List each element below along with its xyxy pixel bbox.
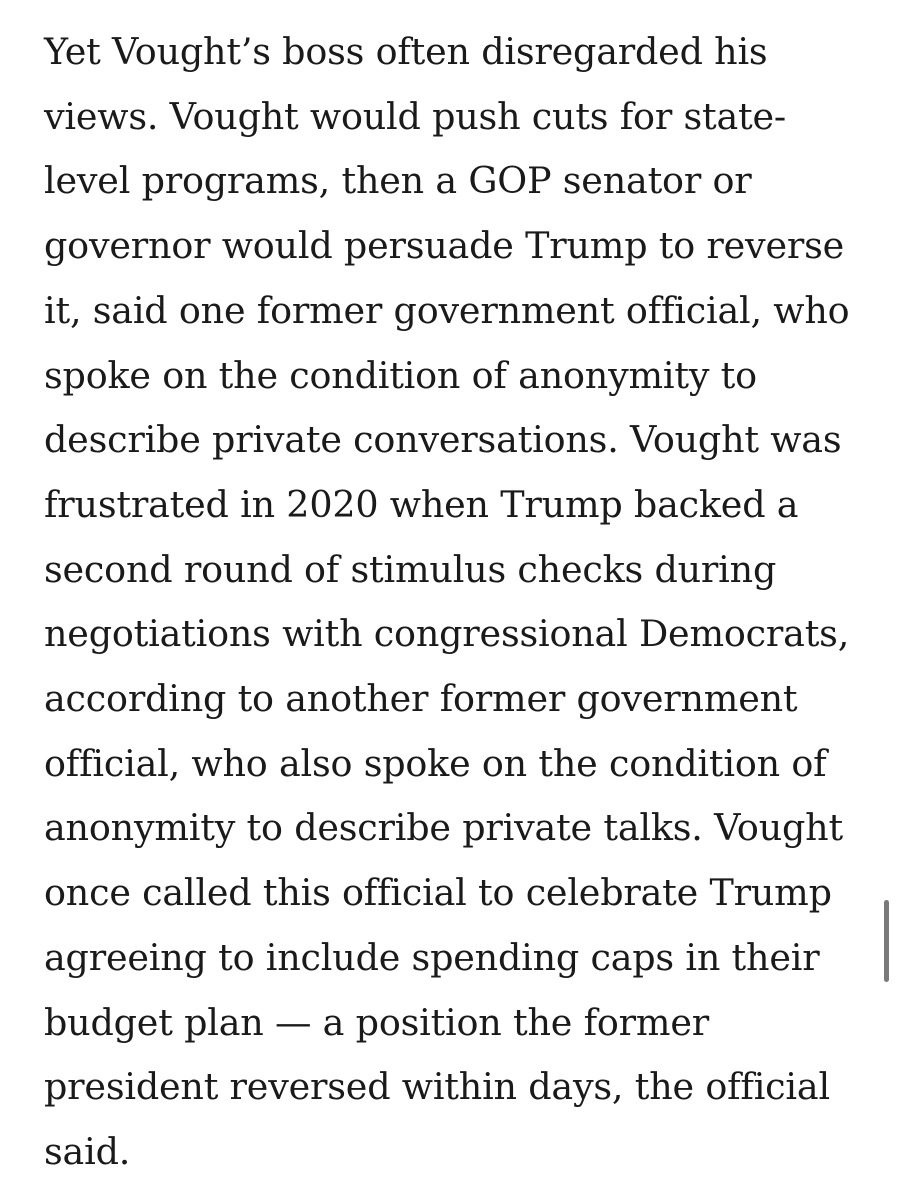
paragraph-line: negotiations with congressional Democrats, xyxy=(44,612,850,656)
paragraph-line: once called this official to celebrate Trump xyxy=(44,871,832,915)
paragraph-line: views. Vought would push cuts for state- xyxy=(44,94,787,138)
paragraph-line: anonymity to describe private talks. Vought xyxy=(44,806,843,850)
paragraph-line: frustrated in 2020 when Trump backed a xyxy=(44,482,799,526)
paragraph-line: Yet Vought’s boss often disregarded his xyxy=(44,30,768,73)
paragraph-line: second round of stimulus checks during xyxy=(44,547,777,591)
paragraph-line: agreeing to include spending caps in their xyxy=(44,935,820,979)
scrollbar-thumb[interactable] xyxy=(884,900,889,982)
paragraph-line: governor would persuade Trump to reverse xyxy=(44,224,845,268)
paragraph-line: president reversed within days, the official xyxy=(44,1065,830,1109)
paragraph-line: it, said one former government official, who xyxy=(44,288,850,332)
paragraph-line: official, who also spoke on the condition of xyxy=(44,741,827,785)
paragraph-line: said. xyxy=(44,1129,131,1173)
paragraph-line: spoke on the condition of anonymity to xyxy=(44,353,757,397)
paragraph-line: describe private conversations. Vought was xyxy=(44,418,842,462)
paragraph-line: level programs, then a GOP senator or xyxy=(44,159,752,203)
paragraph-line: according to another former government xyxy=(44,677,798,721)
article-paragraph xyxy=(44,20,874,1185)
paragraph-line: budget plan — a position the former xyxy=(44,1000,709,1044)
